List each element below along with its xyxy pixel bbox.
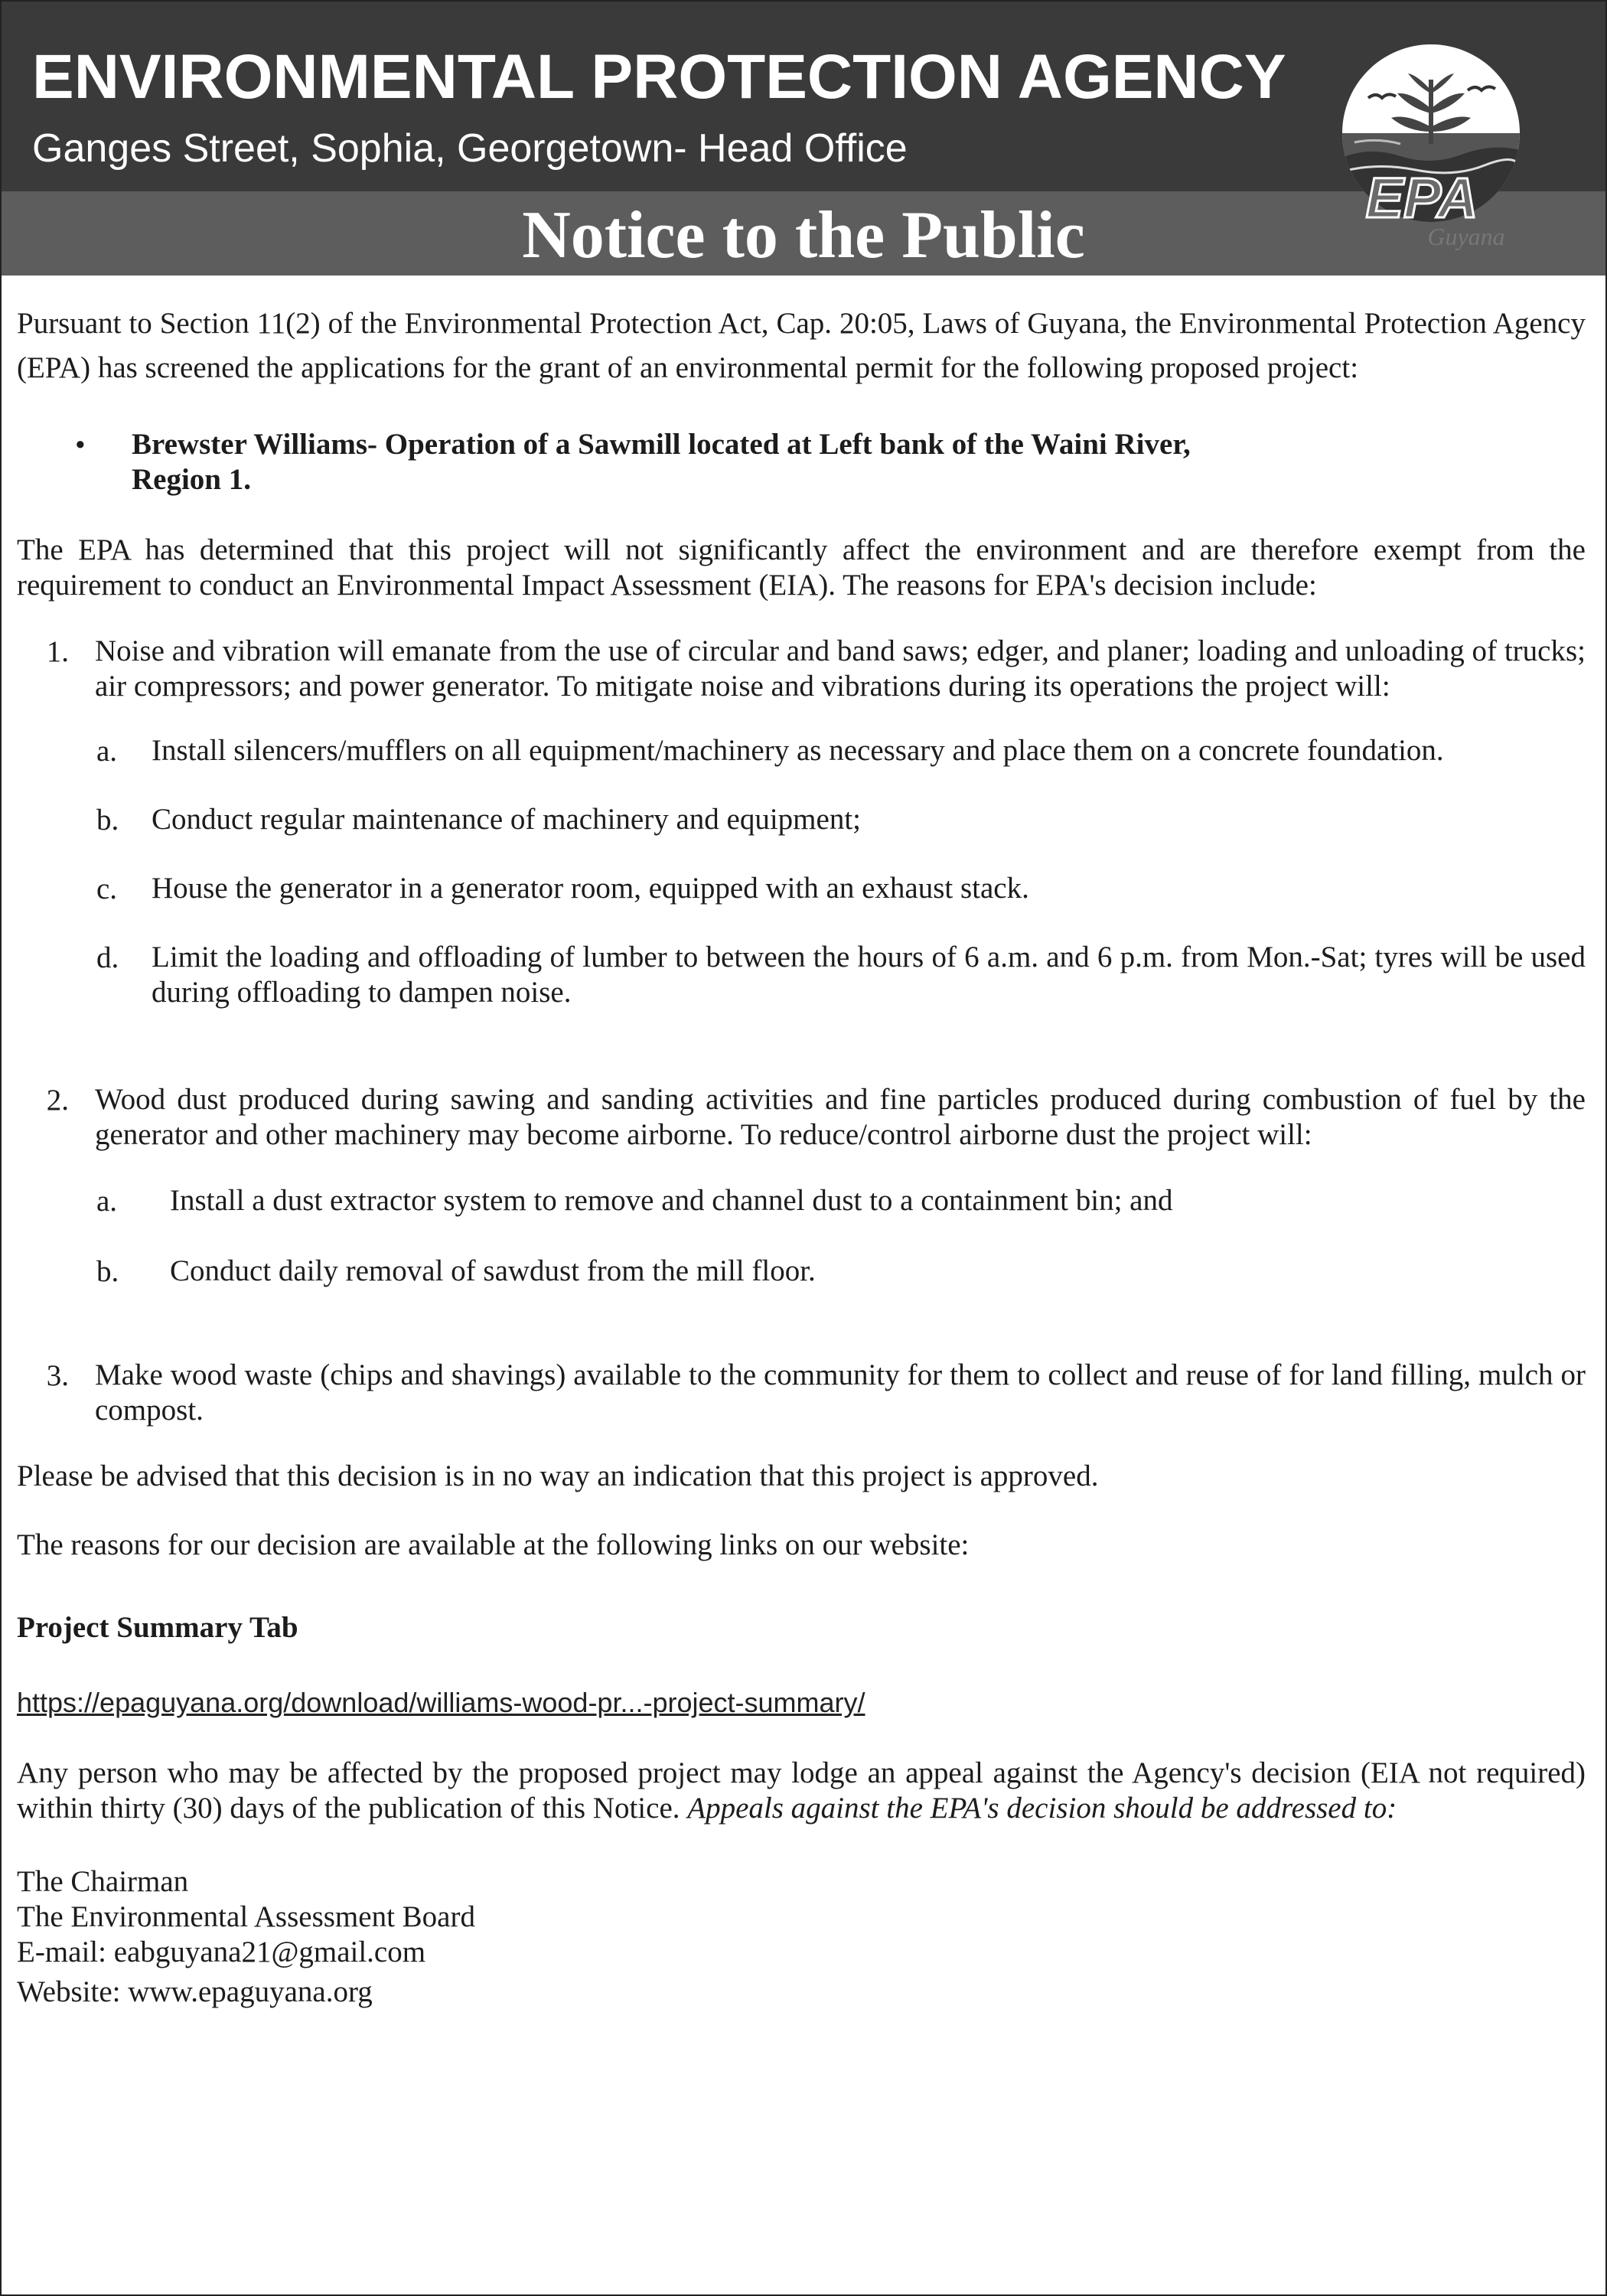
addressee-board: The Environmental Assessment Board	[17, 1900, 475, 1933]
subitem-text: Install a dust extractor system to remove and channel dust to a containment bin; and	[170, 1184, 1173, 1217]
intro-paragraph: Pursuant to Section 11(2) of the Environmental Protection Act, Cap. 20:05, Laws of Guyana, the Environmental Protection Agency (EPA) has screened the applications for the grant of an environmental permit for the following proposed project:	[17, 307, 1586, 384]
project-summary-heading: Project Summary Tab	[17, 1611, 298, 1644]
subitem-text: House the generator in a generator room, equipped with an exhaust stack.	[152, 872, 1029, 905]
reason-1-subitem-a	[17, 733, 1586, 768]
agency-name: ENVIRONMENTAL PROTECTION AGENCY	[32, 42, 1286, 112]
agency-address: Ganges Street, Sophia, Georgetown- Head Office	[32, 126, 908, 171]
addressee-chairman: The Chairman	[17, 1865, 189, 1898]
reason-text: Make wood waste (chips and shavings) available to the community for them to collect and reuse of for land filling, mulch or compost.	[95, 1358, 1586, 1427]
subitem-letter: d.	[96, 941, 119, 974]
logo-guyana-text: Guyana	[1427, 223, 1505, 250]
project-item	[17, 427, 1586, 501]
addressee-block	[17, 1864, 1586, 2010]
subitem-letter: b.	[96, 1255, 119, 1288]
addressee-email[interactable]: E-mail: eabguyana21@gmail.com	[17, 1936, 426, 1968]
summary-link-row	[17, 1685, 1586, 1720]
subitem-letter: a.	[96, 1185, 118, 1218]
subitem-text: Conduct regular maintenance of machinery and equipment;	[152, 803, 861, 836]
reason-1-subitem-d	[17, 940, 1586, 1010]
subitem-letter: c.	[96, 872, 118, 905]
reason-1-subitem-c	[17, 871, 1586, 906]
appeal-text: Any person who may be affected by the proposed project may lodge an appeal against the Agency's decision (EIA not required) within thirty (30) days of the publication of this Notice.	[17, 1756, 1586, 1825]
subitem-text: Install silencers/mufflers on all equipment/machinery as necessary and place them on a concrete foundation.	[152, 734, 1444, 767]
project-line-2: Region 1.	[132, 463, 251, 496]
project-name	[132, 427, 1586, 497]
notice-body	[17, 302, 1586, 2010]
reason-item-3	[17, 1358, 1586, 1428]
project-summary-link[interactable]: https://epaguyana.org/download/williams-wood-pr...-project-summary/	[17, 1687, 865, 1718]
notice-title: Notice to the Public	[522, 198, 1085, 272]
reason-text: Noise and vibration will emanate from the use of circular and band saws; edger, and planer; loading and unloading of trucks; air compressors; and power generator. To mitigate noise and vibrations during its operations the project will:	[95, 634, 1586, 703]
reason-2-subitem-a	[17, 1183, 1586, 1218]
epa-logo	[1332, 43, 1530, 257]
reason-1-subitem-b	[17, 802, 1586, 837]
subitem-letter: a.	[96, 735, 118, 768]
subitem-text: Conduct daily removal of sawdust from the mill floor.	[170, 1254, 816, 1287]
appeal-paragraph	[17, 1756, 1586, 1826]
reason-2-subitem-b	[17, 1254, 1586, 1289]
project-line-1: Brewster Williams- Operation of a Sawmill located at Left bank of the Waini River,	[132, 428, 1191, 461]
reason-number: 3.	[46, 1359, 69, 1392]
subitem-text: Limit the loading and offloading of lumber to between the hours of 6 a.m. and 6 p.m. from Mon.-Sat; tyres will be used during offloading to dampen noise.	[152, 941, 1586, 1009]
bullet-icon: •	[75, 429, 86, 461]
advice-paragraph: Please be advised that this decision is in no way an indication that this project is approved.	[17, 1459, 1099, 1492]
determination-paragraph: The EPA has determined that this project will not significantly affect the environment and are therefore exempt from the requirement to conduct an Environmental Impact Assessment (EIA). The reasons for EPA's decision include:	[17, 533, 1586, 602]
reason-number: 1.	[46, 635, 69, 668]
links-intro: The reasons for our decision are available at the following links on our website:	[17, 1528, 970, 1561]
reason-number: 2.	[46, 1084, 69, 1117]
reason-item-2	[17, 1082, 1586, 1153]
reason-item-1	[17, 634, 1586, 704]
reason-text: Wood dust produced during sawing and sanding activities and fine particles produced during combustion of fuel by the generator and other machinery may become airborne. To reduce/control airborne dust the project will:	[95, 1083, 1586, 1151]
subitem-letter: b.	[96, 804, 119, 837]
addressee-website[interactable]: Website: www.epaguyana.org	[17, 1975, 373, 2008]
logo-epa-text: EPA	[1365, 166, 1478, 230]
appeal-italic-text: Appeals against the EPA's decision should be addressed to:	[687, 1792, 1397, 1825]
